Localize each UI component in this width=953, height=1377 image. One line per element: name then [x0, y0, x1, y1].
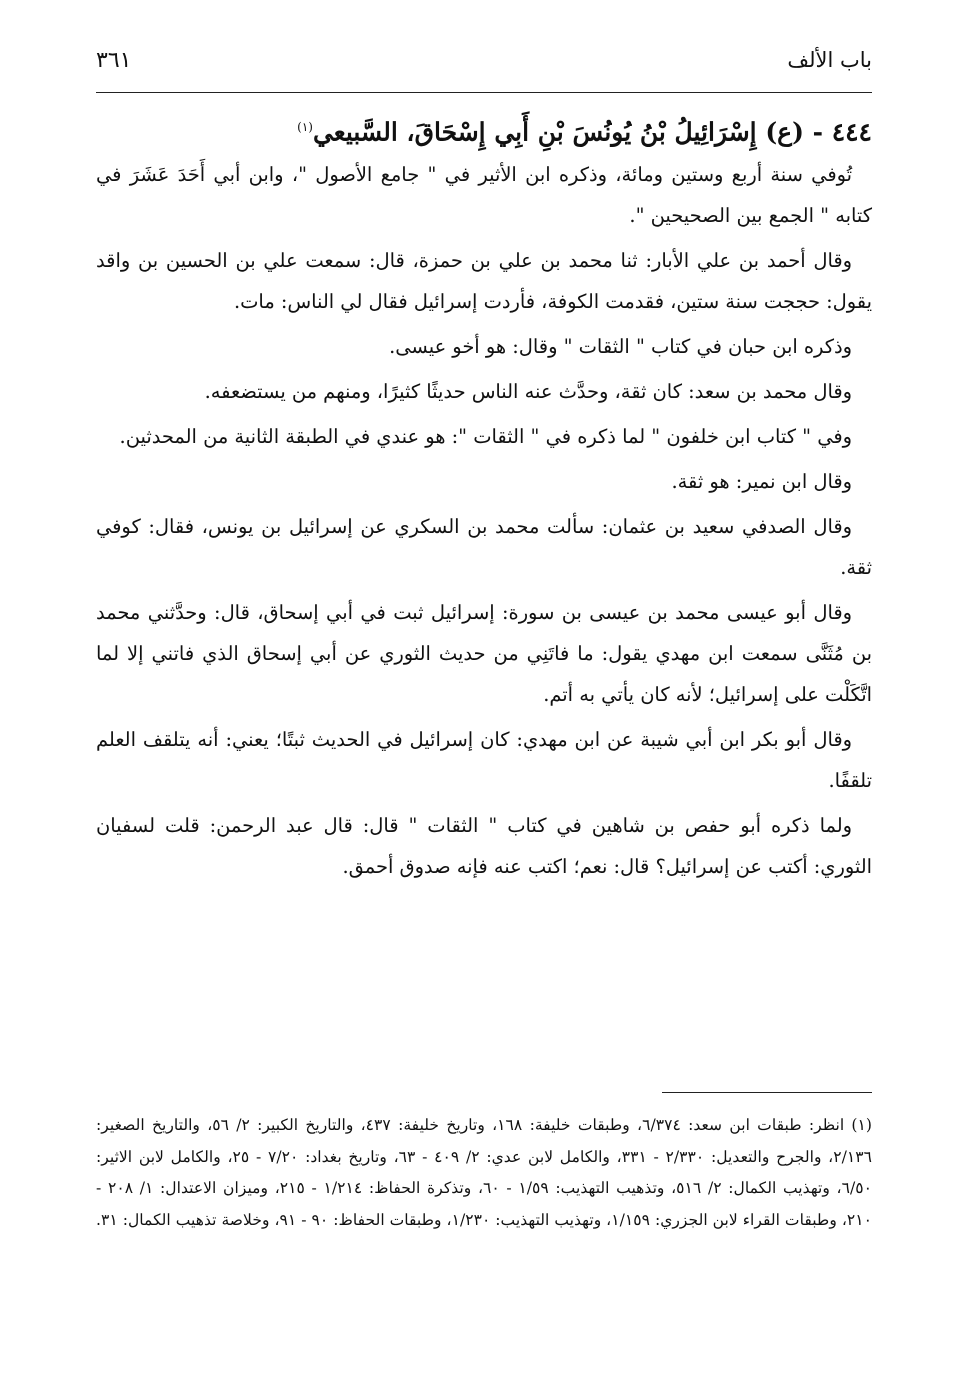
paragraph-ibn-hibban: وذكره ابن حبان في كتاب " الثقات " وقال: هو أخو عيسى. [389, 335, 852, 359]
paragraph-death-year: تُوفي سنة أربع وستين ومائة، وذكره ابن الأثير في " جامع الأصول "، وابن أبي أَحَدَ عَشَرَ في كتابه " الجمع بين الصحيحين ". [96, 163, 872, 228]
book-page [96, 48, 872, 891]
entry-title-text: ٤٤٤ - (ع) إِسْرَائِيلُ بْنُ يُونُسَ بْنِ أَبِي إِسْحَاقَ، السَّبيعي [312, 117, 872, 147]
paragraph-ibn-shahin: ولما ذكره أبو حفص بن شاهين في كتاب " الثقات " قال: قال عبد الرحمن: قلت لسفيان الثوري: أكتب عن إسرائيل؟ قال: نعم؛ اكتب عنه فإنه صدوق أحمق. [96, 814, 872, 879]
paragraph-abu-isa: وقال أبو عيسى محمد بن عيسى بن سورة: إسرائيل ثبت في أبي إسحاق، قال: وحدَّثني محمد بن مُثَنَّى سمعت ابن مهدي يقول: ما فاتَنِي من حديث الثوري عن أبي إسحاق الذي فاتني إلا لما اتَّكَلْت على إسرائيل؛ لأنه كان يأتي به أتم. [96, 601, 872, 707]
footnote-marker: (١) [297, 120, 313, 134]
paragraph-ibn-khalfun: وفي " كتاب ابن خلفون " لما ذكره في " الثقات ": هو عندي في الطبقة الثانية من المحدثين. [119, 425, 852, 449]
paragraph-ibn-numayr: وقال ابن نمير: هو ثقة. [671, 470, 852, 494]
entry-title [96, 107, 872, 152]
paragraph-ibn-sad: وقال محمد بن سعد: كان ثقة، وحدَّث عنه الناس حديثًا كثيرًا، ومنهم من يستضعفه. [204, 380, 852, 404]
footnotes [96, 1110, 872, 1236]
paragraph-al-sadafi: وقال الصدفي سعيد بن عثمان: سألت محمد بن السكري عن إسرائيل بن يونس، فقال: كوفي ثقة. [96, 515, 872, 580]
footnote-item: (١) انظر: طبقات ابن سعد: ٦/٣٧٤، وطبقات خليفة: ١٦٨، وتاريخ خليفة: ٤٣٧، والتاريخ الكبير: ٢/ ٥٦، والتاريخ الصغير: ٢/١٣٦، والجرح والتعديل: ٢/٣٣٠ - ٣٣١، والكامل لابن عدي: ٢/ ٤٠٩ - ٦٣، وتاريخ بغداد: ٧/٢٠ - ٢٥، والكامل لابن الاثير: ٦/٥٠، وتهذيب الكمال: ٢/ ٥١٦، وتذهيب التهذيب: ١/٥٩ - ٦٠، وتذكرة الحفاظ: ١/٢١٤ - ٢١٥، وميزان الاعتدال: ١/ ٢٠٨ - ٢١٠، وطبقات القراء لابن الجزري: ١/١٥٩، وتهذيب التهذيب: ١/٢٣٠، وطبقات الحفاظ: ٩٠ - ٩١، وخلاصة تذهيب الكمال: ٣١. [96, 1116, 872, 1229]
footnote-divider [662, 1092, 872, 1093]
paragraph-al-abbar: وقال أحمد بن علي الأبار: ثنا محمد بن علي بن حمزة، قال: سمعت علي بن الحسين بن واقد يقول: حججت سنة ستين، فقدمت الكوفة، فأردت إسرائيل فقال لي الناس: مات. [96, 249, 872, 314]
chapter-title: باب الألف [787, 48, 872, 72]
page-number: ٣٦١ [96, 48, 132, 73]
paragraph-ibn-abi-shayba: وقال أبو بكر ابن أبي شيبة عن ابن مهدي: كان إسرائيل في الحديث ثبتًا؛ يعني: أنه يتلقف العلم تلقفًا. [96, 728, 872, 793]
running-header [96, 48, 872, 93]
